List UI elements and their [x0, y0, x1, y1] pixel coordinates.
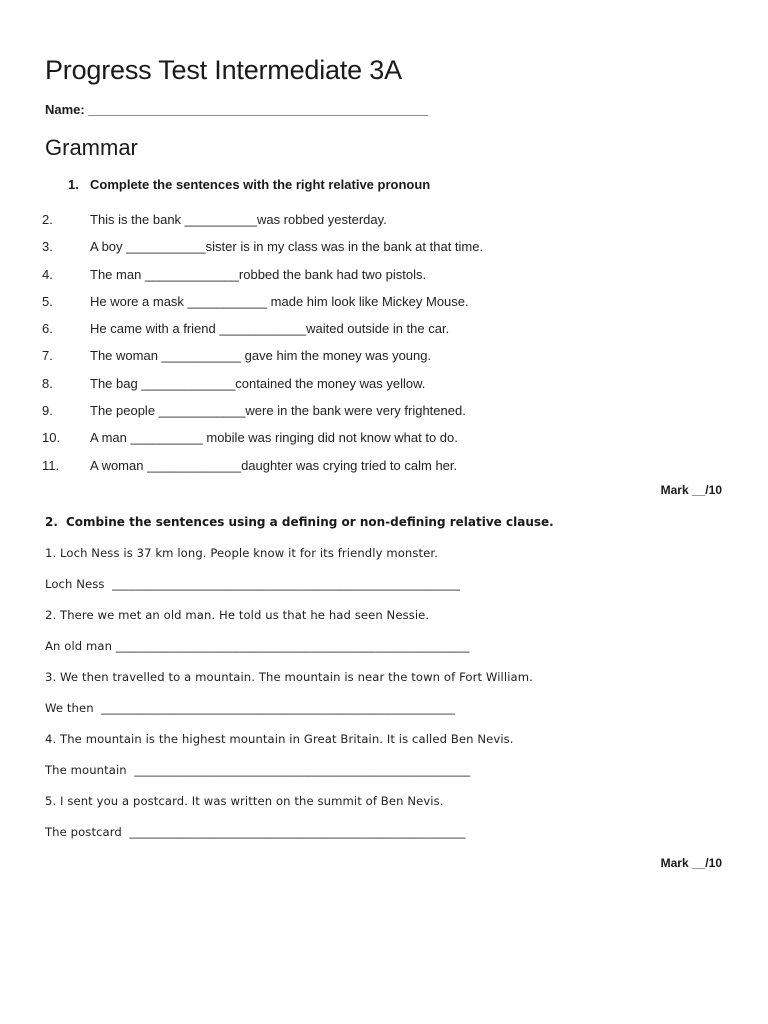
- item-number: 10.: [42, 430, 61, 446]
- exercise2-answer-4[interactable]: The mountain _________________________________________________________: [45, 763, 471, 777]
- exercise1-heading: [68, 177, 430, 192]
- item-text: A woman _____________daughter was crying tried to calm her.: [90, 457, 458, 473]
- exercise1-instruction: Complete the sentences with the right relative pronoun: [90, 177, 431, 192]
- item-number: 7.: [42, 348, 53, 364]
- item-text: A man __________ mobile was ringing did not know what to do.: [90, 430, 458, 446]
- name-field[interactable]: Name: _______________________________________________: [45, 102, 429, 117]
- item-number: 9.: [42, 403, 53, 419]
- exercise2-prompt-3: 3. We then travelled to a mountain. The mountain is near the town of Fort William.: [45, 670, 533, 684]
- exercise1-list: [42, 212, 483, 485]
- exercise2-answer-2[interactable]: An old man ____________________________________________________________: [45, 639, 470, 653]
- item-number: 6.: [42, 321, 53, 337]
- exercise1-item[interactable]: [42, 212, 483, 239]
- item-text: He came with a friend ____________waited outside in the car.: [90, 321, 450, 337]
- exercise1-item[interactable]: [42, 348, 483, 375]
- item-number: 8.: [42, 375, 53, 391]
- exercise2-prompt-5: 5. I sent you a postcard. It was written on the summit of Ben Nevis.: [45, 794, 444, 808]
- item-text: The people ____________were in the bank were very frightened.: [90, 403, 466, 419]
- item-text: The man _____________robbed the bank had two pistols.: [90, 266, 427, 282]
- item-number: 4.: [42, 266, 53, 282]
- item-number: 5.: [42, 293, 53, 309]
- exercise2-answer-1[interactable]: Loch Ness ___________________________________________________________: [45, 577, 461, 591]
- exercise2-number: 2.: [45, 515, 58, 529]
- exercise2-heading: [45, 515, 554, 529]
- exercise2-prompt-4: 4. The mountain is the highest mountain in Great Britain. It is called Ben Nevis.: [45, 732, 514, 746]
- exercise1-item[interactable]: [42, 267, 483, 294]
- exercise1-mark: Mark __/10: [660, 483, 722, 497]
- exercise1-item[interactable]: [42, 376, 483, 403]
- exercise1-number: 1.: [68, 177, 79, 192]
- exercise1-item[interactable]: [42, 458, 483, 485]
- item-text: This is the bank __________was robbed yesterday.: [90, 212, 387, 227]
- exercise2-answer-3[interactable]: We then ____________________________________________________________: [45, 701, 456, 715]
- exercise2-answer-5[interactable]: The postcard _________________________________________________________: [45, 825, 466, 839]
- item-text: A boy ___________sister is in my class was in the bank at that time.: [90, 239, 484, 255]
- item-text: The bag _____________contained the money was yellow.: [90, 375, 426, 391]
- exercise2-instruction: Combine the sentences using a defining or non-defining relative clause.: [66, 515, 554, 529]
- exercise1-item[interactable]: [42, 294, 483, 321]
- item-number: 2.: [42, 212, 53, 227]
- exercise2-mark: Mark __/10: [660, 856, 722, 870]
- item-text: He wore a mask ___________ made him look like Mickey Mouse.: [90, 293, 469, 309]
- item-text: The woman ___________ gave him the money was young.: [90, 348, 432, 364]
- exercise2-prompt-2: 2. There we met an old man. He told us that he had seen Nessie.: [45, 608, 430, 622]
- exercise1-item[interactable]: [42, 239, 483, 266]
- item-number: 11.: [42, 457, 60, 473]
- exercise1-item[interactable]: [42, 430, 483, 457]
- section-title: Grammar: [45, 135, 138, 160]
- exercise1-item[interactable]: [42, 321, 483, 348]
- page-title: Progress Test Intermediate 3A: [45, 55, 402, 85]
- exercise2-prompt-1: 1. Loch Ness is 37 km long. People know it for its friendly monster.: [45, 546, 438, 560]
- item-number: 3.: [42, 239, 53, 255]
- exercise1-item[interactable]: [42, 403, 483, 430]
